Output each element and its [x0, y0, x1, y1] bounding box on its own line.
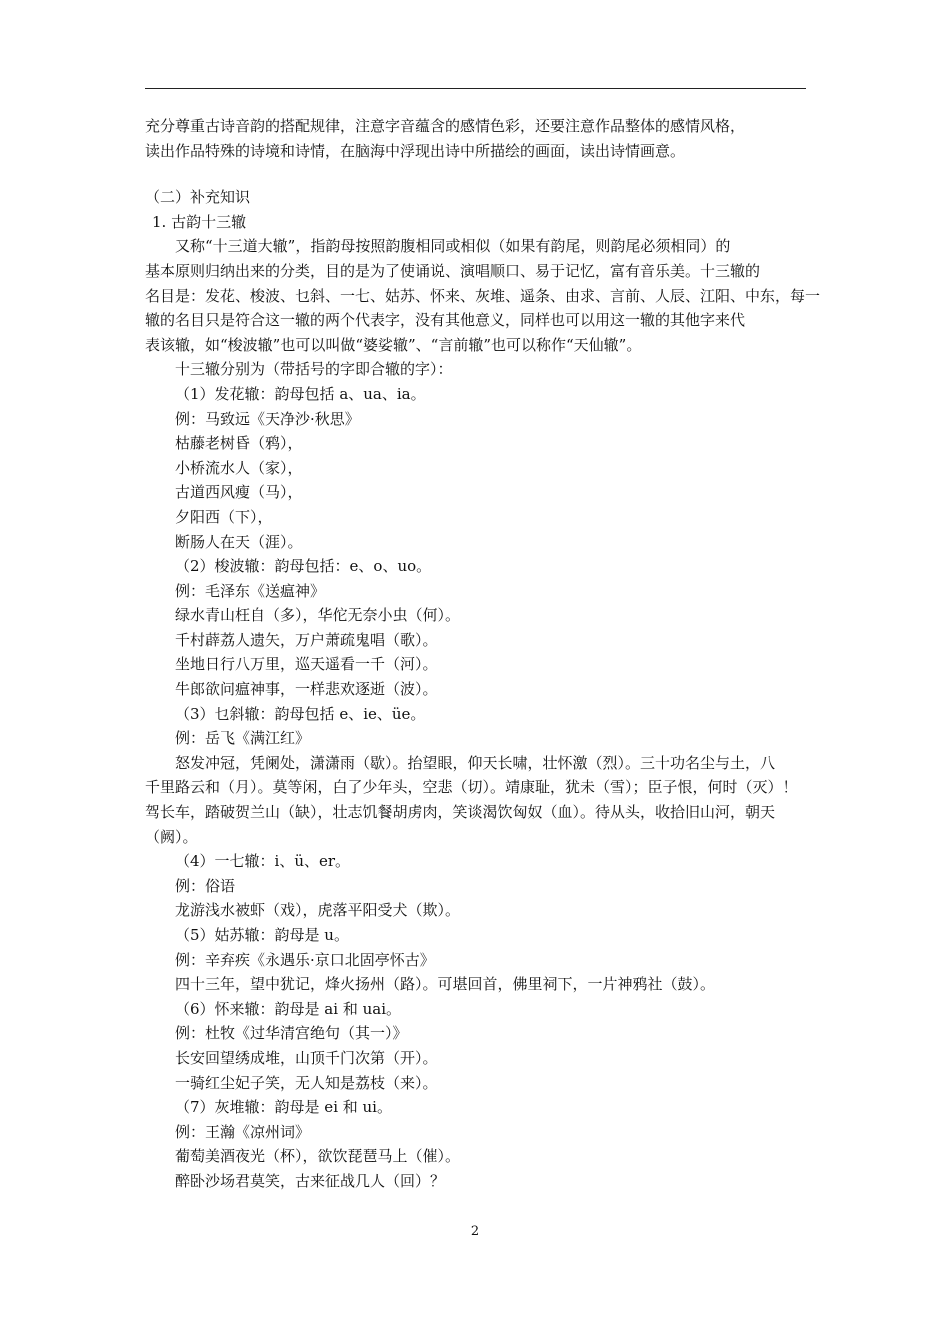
poem-line: 四十三年，望中犹记，烽火扬州（路）。可堪回首，佛里祠下，一片神鸦社（鼓）。	[175, 975, 716, 994]
definition-line: 又称“十三道大辙”，指韵母按照韵腹相同或相似（如果有韵尾，则韵尾必须相同）的	[175, 237, 731, 256]
poem-line: 长安回望绣成堆，山顶千门次第（开）。	[175, 1048, 438, 1067]
category-title: （2）梭波辙：韵母包括：e、o、uo。	[175, 557, 432, 576]
intro-line: 读出作品特殊的诗境和诗情，在脑海中浮现出诗中所描绘的画面，读出诗情画意。	[145, 141, 686, 160]
example-source: 例：杜牧《过华清宫绝句（其一）》	[175, 1024, 408, 1043]
poem-line: 坐地日行八万里，巡天遥看一千（河）。	[175, 655, 438, 674]
category-title: （6）怀来辙：韵母是 ai 和 uai。	[175, 999, 401, 1018]
poem-line: 牛郎欲问瘟神事，一样悲欢逐逝（波）。	[175, 680, 438, 699]
intro-line: 充分尊重古诗音韵的搭配规律，注意字音蕴含的感情色彩，还要注意作品整体的感情风格，	[145, 117, 746, 135]
category-title: （3）乜斜辙：韵母包括 e、ie、üe。	[175, 704, 426, 723]
category-title: （5）姑苏辙：韵母是 u。	[175, 926, 349, 944]
definition-line: 辙的名目只是符合这一辙的两个代表字，没有其他意义，同样也可以用这一辙的其他字来代	[145, 311, 746, 330]
category-title: （1）发花辙：韵母包括 a、ua、ia。	[175, 384, 426, 403]
example-source: 例：岳飞《满江红》	[175, 729, 311, 748]
poem-paragraph-line: 驾长车，踏破贺兰山（缺），壮志饥餐胡虏肉，笑谈渴饮匈奴（血）。待从头，收拾旧山河，朝天	[145, 803, 776, 822]
poem-line: 葡萄美酒夜光（杯），欲饮琵琶马上（催）。	[175, 1147, 461, 1166]
poem-line: 古道西风瘦（马），	[175, 483, 303, 502]
poem-line: 醉卧沙场君莫笑，古来征战几人（回）？	[175, 1171, 446, 1190]
poem-line: 龙游浅水被虾（戏），虎落平阳受犬（欺）。	[175, 901, 461, 920]
list-intro: 十三辙分别为（带括号的字即合辙的字）：	[175, 360, 453, 379]
section-heading: （二）补充知识	[145, 188, 251, 207]
definition-line: 基本原则归纳出来的分类，目的是为了使诵说、演唱顺口、易于记忆，富有音乐美。十三辙的	[145, 261, 761, 280]
example-source: 例：辛弃疾《永遇乐·京口北固亭怀古》	[175, 950, 435, 969]
section-subheading: 1. 古韵十三辙	[152, 212, 247, 231]
poem-line: 夕阳西（下），	[175, 507, 273, 526]
example-source: 例：毛泽东《送瘟神》	[175, 581, 326, 600]
poem-paragraph-line: 怒发冲冠，凭阑处，潇潇雨（歇）。抬望眼，仰天长啸，壮怀激（烈）。三十功名尘与土，八	[175, 753, 776, 772]
poem-line: 断肠人在天（涯）。	[175, 532, 303, 551]
header-rule	[145, 88, 806, 89]
poem-paragraph-line: （阙）。	[145, 827, 198, 846]
poem-line: 千村薜荔人遗矢，万户萧疏鬼唱（歌）。	[175, 630, 438, 649]
poem-paragraph-line: 千里路云和（月）。莫等闲，白了少年头，空悲（切）。靖康耻，犹未（雪）；臣子恨，何时（灭）！	[145, 778, 798, 797]
example-source: 例：王瀚《凉州词》	[175, 1122, 311, 1141]
poem-line: 枯藤老树昏（鸦），	[175, 434, 303, 453]
page-number: 2	[470, 1224, 480, 1239]
poem-line: 一骑红尘妃子笑，无人知是荔枝（来）。	[175, 1073, 438, 1092]
poem-line: 绿水青山枉自（多），华佗无奈小虫（何）。	[175, 606, 461, 625]
definition-line: 表该辙，如“梭波辙”也可以叫做“婆娑辙”、“言前辙”也可以称作“天仙辙”。	[145, 335, 642, 354]
category-title: （7）灰堆辙：韵母是 ei 和 ui。	[175, 1098, 392, 1117]
category-title: （4）一七辙：i、ü、er。	[175, 852, 351, 871]
definition-line: 名目是：发花、梭波、乜斜、一七、姑苏、怀来、灰堆、遥条、由求、言前、人辰、江阳、中东，每一	[145, 286, 821, 305]
example-source: 例：俗语	[175, 876, 236, 895]
example-source: 例：马致远《天净沙·秋思》	[175, 409, 360, 428]
poem-line: 小桥流水人（家），	[175, 458, 303, 477]
document-body	[145, 114, 821, 1194]
